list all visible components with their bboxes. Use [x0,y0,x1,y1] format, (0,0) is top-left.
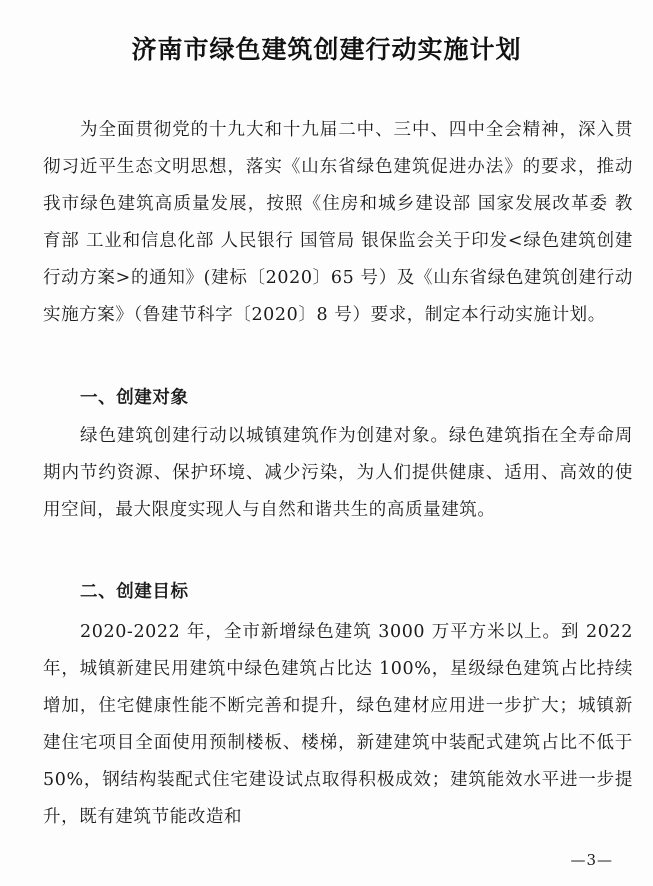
intro-paragraph: 为全面贯彻党的十九大和十九届二中、三中、四中全会精神，深入贯彻习近平生态文明思想，落实《山东省绿色建筑促进办法》的要求，推动我市绿色建筑高质量发展，按照《住房和城乡建设部 国家发展改革委 教育部 工业和信息化部 人民银行 国管局 银保监会关于印发<绿色建筑创建行动方案>的通知》(建标〔2020〕65 号）及《山东省绿色建筑创建行动实施方案》（鲁建节科字〔2020〕8 号）要求，制定本行动实施计划。 [43,120,633,325]
section-heading-creation-object: 一、创建对象 [80,388,189,408]
section-body-creation-object: 绿色建筑创建行动以城镇建筑作为创建对象。绿色建筑指在全寿命周期内节约资源、保护环境、减少污染，为人们提供健康、适用、高效的使用空间，最大限度实现人与自然和谐共生的高质量建筑。 [43,426,633,520]
page-number: —3— [570,851,613,869]
section-body-creation-goals: 2020-2022 年，全市新增绿色建筑 3000 万平方米以上。到 2022 年，城镇新建民用建筑中绿色建筑占比达 100%，星级绿色建筑占比持续增加，住宅健康性能不断完善和提升，绿色建材应用进一步扩大；城镇新建住宅项目全面使用预制楼板、楼梯，新建建筑中装配式建筑占比不低于 50%，钢结构装配式住宅建设试点取得积极成效；建筑能效水平进一步提升，既有建筑节能改造和 [43,622,633,827]
section-heading-creation-goals: 二、创建目标 [80,582,189,602]
document-title: 济南市绿色建筑创建行动实施计划 [131,35,522,64]
